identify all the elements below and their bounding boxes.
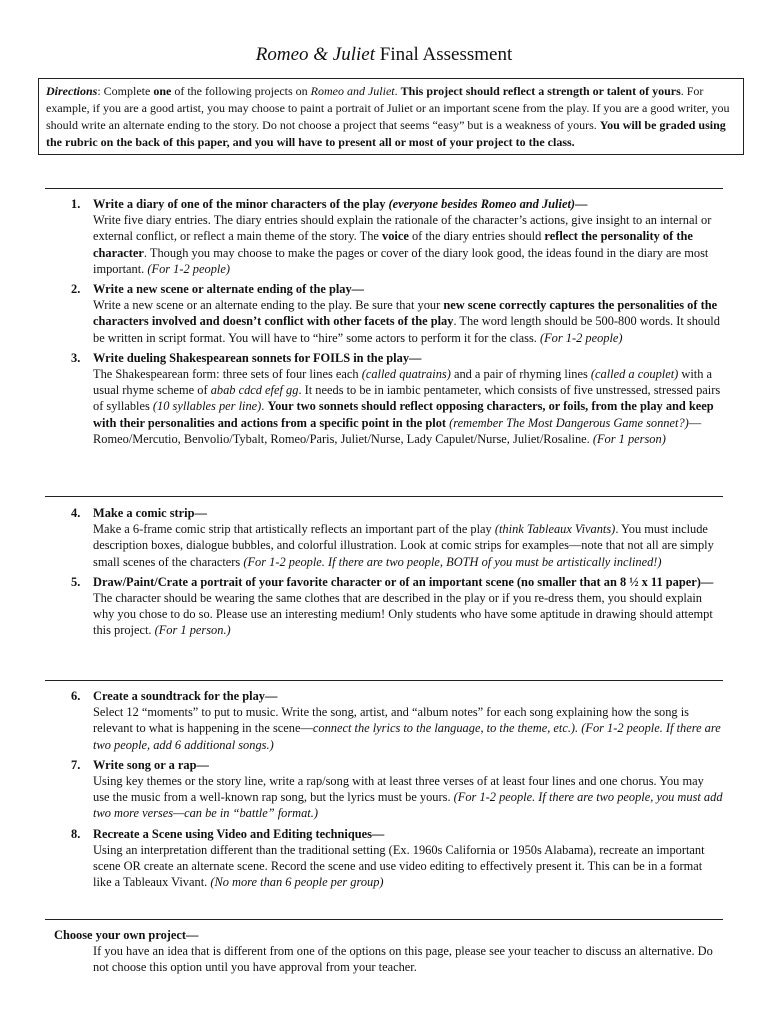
item-group-size: (For 1-2 people. If there are two people, you must add two more verses—can be in “battle” format.) <box>93 790 723 821</box>
item-number: 2. <box>71 282 81 297</box>
project-item-4 <box>45 505 723 570</box>
divider <box>45 188 723 189</box>
project-item-6 <box>45 688 723 753</box>
item-heading: Make a comic strip— <box>93 506 207 520</box>
item-group-size: (For 1 person.) <box>154 623 231 638</box>
item-text: . The word length should be 500-800 words. It should be written in script format. You will have to “hire” some actors to perform it for the class. <box>93 314 720 345</box>
item-bold: voice <box>382 229 409 244</box>
divider <box>45 496 723 497</box>
directions-text: . <box>394 84 401 98</box>
item-italic: (called a couplet) <box>590 367 679 382</box>
item-italic: (think Tableaux Vivants) <box>494 522 616 537</box>
item-heading: Recreate a Scene using Video and Editing techniques— <box>93 826 385 841</box>
item-number: 1. <box>71 197 81 211</box>
title-play-name: Romeo & Juliet <box>255 44 375 65</box>
item-italic: (10 syllables per line) <box>152 399 262 414</box>
project-item-3 <box>45 350 723 447</box>
item-text: Using an interpretation different than the traditional setting (Ex. 1960s California or 1950s Alabama), recreate an important scene OR create an alternate scene. Record the scene and use video editing to effectively present it. This can be in a format like a Tableaux Vivant. <box>93 842 705 890</box>
item-text: with a usual rhyme scheme of <box>93 367 713 398</box>
item-text: Write five diary entries. The diary entries should explain the rationale of the character’s actions, give insight to an internal or external conflict, or reflect a main theme of the story. The <box>93 213 712 244</box>
item-group-size: (For 1-2 people. If there are two people, BOTH of you must be artistically inclined!) <box>243 554 662 569</box>
item-text: The Shakespearean form: three sets of four lines each <box>93 367 362 382</box>
directions-box <box>38 78 744 155</box>
item-text: . Though you may choose to make the pages or cover of the diary look good, the ideas found in the diary are most important. <box>93 245 709 276</box>
item-group-size: (For 1-2 people) <box>539 330 623 345</box>
item-number: 5. <box>71 574 81 589</box>
item-bold: new scene correctly captures the personalities of the characters involved and doesn’t conflict with other facets of the play <box>93 298 718 329</box>
directions-strength: This project should reflect a strength or talent of yours <box>400 84 681 98</box>
item-italic: abab cdcd efef gg <box>210 383 299 398</box>
item-heading-note: (everyone besides Romeo and Juliet) <box>388 197 576 211</box>
item-group-size: (For 1 person) <box>592 431 666 446</box>
divider <box>45 919 723 920</box>
project-item-2 <box>45 281 723 346</box>
item-text: . It needs to be in iambic pentameter, which consists of five unstressed, stressed pairs of syllables <box>93 383 721 414</box>
item-text: of the diary entries should <box>408 229 545 244</box>
divider <box>45 680 723 681</box>
item-text: The character should be wearing the same clothes that are described in the play or if you re-dress them, you should explain why you chose to do so. Please use an interesting medium! Only students who have some aptitude in drawing should attempt this project. <box>93 591 713 638</box>
own-project-text: If you have an idea that is different from one of the options on this page, please see your teacher to discuss an alternative. Do not choose this option until you have approval from your teacher. <box>93 944 713 975</box>
project-item-5 <box>45 574 723 639</box>
item-heading: Write dueling Shakespearean sonnets for FOILS in the play— <box>93 350 422 365</box>
item-text: . <box>261 399 268 414</box>
own-project-section <box>54 927 724 976</box>
project-item-8 <box>45 826 723 891</box>
projects-group-2 <box>45 505 723 643</box>
title-rest: Final Assessment <box>375 44 513 65</box>
directions-text: of the following projects on <box>171 84 311 98</box>
item-text: Make a 6-frame comic strip that artistically reflects an important part of the play <box>93 522 495 537</box>
directions-play: Romeo and Juliet <box>310 84 395 98</box>
item-bold: reflect the personality of the character <box>93 229 693 260</box>
item-number: 6. <box>71 689 81 703</box>
item-bold: Your two sonnets should reflect opposing characters, or foils, from the play and keep with their personalities and actions from a specific point in the plot <box>93 399 714 430</box>
projects-group-1 <box>45 196 723 451</box>
page-title <box>0 44 768 66</box>
item-heading: Create a soundtrack for the play— <box>93 689 278 703</box>
item-number: 7. <box>71 757 81 772</box>
item-text: . You must include description boxes, dialogue bubbles, and colorful illustration. Look at comic strips for examples—note that not all are simply small scenes of the characters <box>93 522 714 569</box>
item-number: 8. <box>71 826 81 841</box>
item-heading: Draw/Paint/Crate a portrait of your favorite character or of an important scene (no smaller that an 8 ½ x 11 paper)— <box>93 574 714 589</box>
item-number: 4. <box>71 506 81 520</box>
item-group-size: (No more than 6 people per group) <box>210 875 384 890</box>
project-item-7 <box>45 757 723 822</box>
directions-text: . For example, if you are a good artist, you may choose to paint a portrait of Juliet or an important scene from the play. If you are a good writer, you should write an alternate ending to the story. Do not choose a project that seems “easy” but is a weakness of yours. <box>46 84 730 132</box>
item-text: Select 12 “moments” to put to music. Write the song, artist, and “album notes” for each song explaining how the song is relevant to what is happening in the scene— <box>93 705 689 736</box>
item-group-size: (For 1-2 people) <box>147 261 230 276</box>
item-italic: (remember The Most Dangerous Game sonnet?) <box>449 415 689 430</box>
item-text: Using key themes or the story line, write a rap/song with at least three verses of at least four lines and one chorus. You may use the music from a well-known rap song, but the lyrics must be yours. <box>93 774 704 805</box>
item-text: —Romeo/Mercutio, Benvolio/Tybalt, Romeo/Paris, Juliet/Nurse, Lady Capulet/Nurse, Juliet/Rosaline. <box>93 415 702 446</box>
directions-grading: You will be graded using the rubric on the back of this paper, and you will have to present all or most of your project to the class. <box>46 118 726 149</box>
projects-group-3 <box>45 688 723 894</box>
item-italic: (called quatrains) <box>361 367 451 382</box>
item-group-size: connect the lyrics to the language, to the theme, etc.). (For 1-2 people. If there are two people, add 6 additional songs.) <box>93 721 721 752</box>
item-number: 3. <box>71 350 81 365</box>
directions-text: : Complete <box>97 84 154 98</box>
item-heading: Write a new scene or alternate ending of the play— <box>93 282 365 297</box>
directions-one: one <box>153 84 172 98</box>
item-text: and a pair of rhyming lines <box>450 367 591 382</box>
item-heading: Write a diary of one of the minor characters of the play <box>93 197 389 211</box>
item-heading: Write song or a rap— <box>93 757 209 772</box>
item-heading-dash: — <box>575 197 588 211</box>
directions-label: Directions <box>46 84 98 98</box>
item-text: Write a new scene or an alternate ending to the play. Be sure that your <box>93 298 444 313</box>
project-item-1 <box>45 196 723 277</box>
own-project-heading: Choose your own project— <box>54 928 199 942</box>
